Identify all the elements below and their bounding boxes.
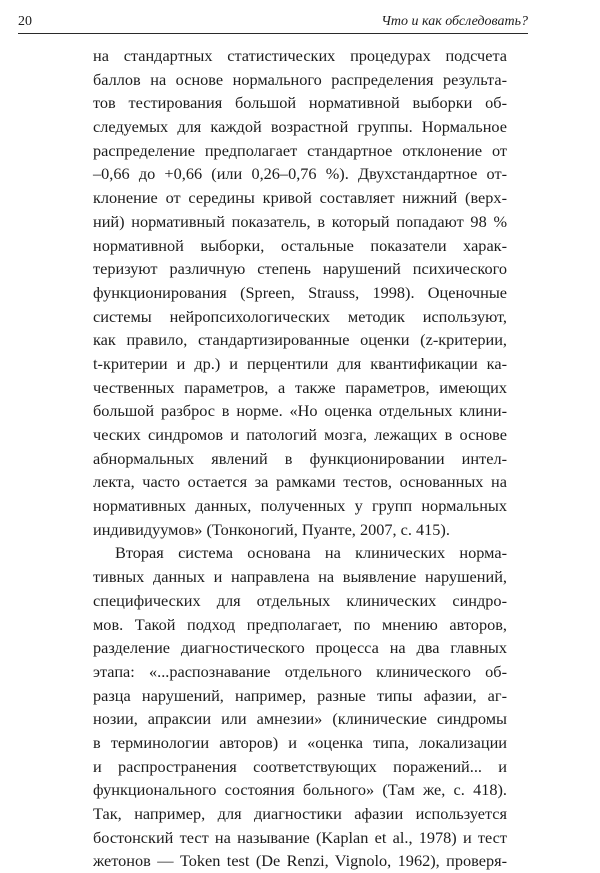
text-line: баллов на основе нормального распределения результа- bbox=[93, 69, 507, 89]
text-line: системы нейропсихологических методик используют, bbox=[93, 306, 507, 326]
paragraph-end-line: индивидуумов» (Тонконогий, Пуанте, 2007, с. 415). bbox=[93, 519, 450, 539]
text-line: Так, например, для диагностики афазии используется bbox=[93, 804, 507, 823]
text-line: теризуют различную степень нарушений психического bbox=[93, 259, 507, 279]
text-line: разца нарушений, например, разные типы афазии, аг- bbox=[93, 685, 507, 705]
text-line: ний) нормативный показатель, в который попадают 98 % bbox=[93, 211, 507, 231]
text-line: распределение предполагает стандартное отклонение от bbox=[93, 140, 507, 160]
text-line: в терминологии авторов) и «оценка типа, локализации bbox=[93, 732, 507, 752]
text-line: абнормальных явлений в функционировании интел- bbox=[93, 448, 507, 468]
text-line: и распространения соответствующих поражений... и bbox=[93, 756, 507, 776]
text-line: мов. Такой подход предполагает, по мнению авторов, bbox=[93, 614, 507, 634]
text-line: t-критерии и др.) и перцентили для квантификации ка- bbox=[93, 353, 507, 373]
text-line: лекта, часто остается за рамками тестов, основанных на bbox=[93, 472, 507, 492]
text-line: разделение диагностического процесса на два главных bbox=[93, 638, 507, 658]
text-line: бостонский тест на называние (Kaplan et al., 1978) и тест bbox=[93, 827, 507, 847]
text-line: ческих синдромов и патологий мозга, лежащих в основе bbox=[93, 425, 507, 444]
text-line: большой разброс в норме. «Но оценка отдельных клини- bbox=[93, 401, 507, 421]
text-line: этапа: «...распознавание отдельного клинического об- bbox=[93, 661, 507, 681]
text-line: нозии, апраксии или амнезии» (клинические синдромы bbox=[93, 709, 507, 729]
text-line: функционирования (Spreen, Strauss, 1998). Оценочные bbox=[93, 282, 507, 302]
paragraph-start-line: Вторая система основана на клинических норма- bbox=[115, 543, 507, 563]
text-line: тивных данных и направлена на выявление нарушений, bbox=[93, 567, 507, 587]
text-line: нормативных данных, полученных у групп нормальных bbox=[93, 496, 507, 516]
text-line: как правило, стандартизированные оценки (z-критерии, bbox=[93, 330, 507, 350]
text-line: следуемых для каждой возрастной группы. Нормальное bbox=[93, 117, 507, 137]
text-line: специфических для отдельных клинических синдро- bbox=[93, 590, 507, 610]
text-line: функционального состояния больного» (Там же, с. 418). bbox=[93, 780, 507, 800]
text-line: жетонов — Token test (De Renzi, Vignolo, 1962), проверя- bbox=[93, 851, 507, 871]
text-line: –0,66 до +0,66 (или 0,26–0,76 %). Двухстандартное от- bbox=[93, 164, 507, 184]
text-line: тов тестирования большой нормативной выборки об- bbox=[93, 93, 507, 113]
text-line: чественных параметров, а также параметров, имеющих bbox=[93, 377, 507, 397]
page-number: 20 bbox=[18, 14, 32, 29]
body-text bbox=[93, 44, 507, 873]
text-line: на стандартных статистических процедурах подсчета bbox=[93, 46, 507, 65]
running-title: Что и как обследовать? bbox=[381, 14, 528, 29]
text-line: нормативной выборки, остальные показатели харак- bbox=[93, 235, 507, 255]
running-header bbox=[18, 11, 528, 34]
text-line: клонение от середины кривой составляет нижний (верх- bbox=[93, 188, 507, 208]
